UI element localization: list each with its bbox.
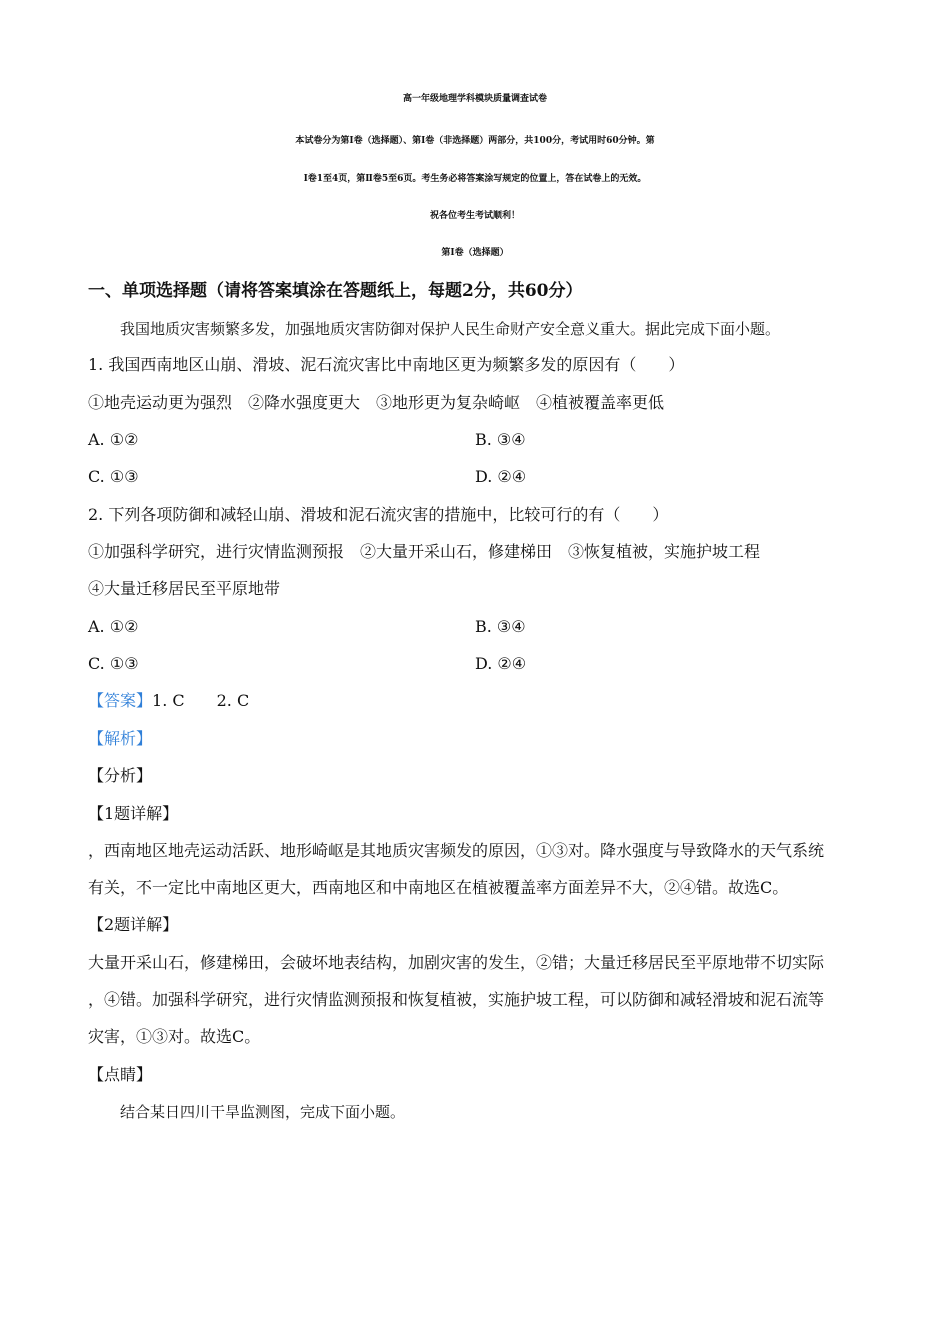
intro-line-1: 本试卷分为第Ⅰ卷（选择题）、第Ⅰ卷（非选择题）两部分，共100分，考试用时60分钟。第 — [295, 136, 655, 146]
material-2: 结合某日四川干旱监测图，完成下面小题。 — [120, 1103, 406, 1121]
q1-option-a: A. ①② — [88, 430, 139, 449]
q1-option-b: B. ③④ — [475, 430, 526, 449]
q2-stem: 2. 下列各项防御和减轻山崩、滑坡和泥石流灾害的措施中，比较可行的有（ ） — [88, 505, 669, 524]
material-1: 我国地质灾害频繁多发，加强地质灾害防御对保护人民生命财产安全意义重大。据此完成下面小题。 — [120, 320, 781, 338]
answer-label: 【答案】 — [88, 691, 153, 710]
detail-2-label: 【2题详解】 — [88, 915, 179, 934]
q1-option-c: C. ①③ — [88, 467, 139, 486]
detail-1-line-1: ，西南地区地壳运动活跃、地形崎岖是其地质灾害频发的原因，①③对。降水强度与导致降水的天气系统 — [88, 841, 825, 860]
detail-1-label: 【1题详解】 — [88, 804, 179, 823]
exam-title: 高一年级地理学科模块质量调查试卷 — [402, 94, 547, 104]
detail-2-line-2: ，④错。加强科学研究，进行灾情监测预报和恢复植被，实施护坡工程，可以防御和减轻滑坡和泥石流等 — [88, 990, 825, 1009]
q2-option-a: A. ①② — [88, 617, 139, 636]
q2-option-b: B. ③④ — [475, 617, 526, 636]
q2-items-1: ①加强科学研究，进行灾情监测预报 ②大量开采山石，修建梯田 ③恢复植被，实施护坡工程 — [88, 542, 761, 561]
analysis-label: 【解析】 — [88, 729, 153, 748]
answer-text: 1. C 2. C — [152, 691, 250, 710]
detail-2-line-3: 灾害，①③对。故选C。 — [88, 1027, 261, 1046]
q1-stem: 1. 我国西南地区山崩、滑坡、泥石流灾害比中南地区更为频繁多发的原因有（ ） — [88, 355, 685, 374]
section-title: 第Ⅰ卷（选择题） — [441, 248, 509, 258]
dianjing-label: 【点睛】 — [88, 1065, 153, 1084]
fenxi-label: 【分析】 — [88, 766, 153, 785]
detail-2-line-1: 大量开采山石，修建梯田，会破坏地表结构，加剧灾害的发生，②错；大量迁移居民至平原地带不切实际 — [88, 953, 825, 972]
q2-items-2: ④大量迁移居民至平原地带 — [88, 579, 281, 598]
answer-row — [88, 690, 249, 712]
detail-1-line-2: 有关，不一定比中南地区更大，西南地区和中南地区在植被覆盖率方面差异不大，②④错。故选C。 — [88, 878, 789, 897]
q1-items: ①地壳运动更为强烈 ②降水强度更大 ③地形更为复杂崎岖 ④植被覆盖率更低 — [88, 393, 665, 412]
intro-line-2: Ⅰ卷1至4页，第Ⅱ卷5至6页。考生务必将答案涂写规定的位置上，答在试卷上的无效。 — [303, 174, 647, 184]
q2-option-d: D. ②④ — [475, 654, 527, 673]
q1-option-d: D. ②④ — [475, 467, 527, 486]
intro-wish: 祝各位考生考试顺利！ — [429, 211, 520, 221]
part-heading: 一、单项选择题（请将答案填涂在答题纸上，每题2分，共60分） — [88, 281, 583, 301]
q2-option-c: C. ①③ — [88, 654, 139, 673]
